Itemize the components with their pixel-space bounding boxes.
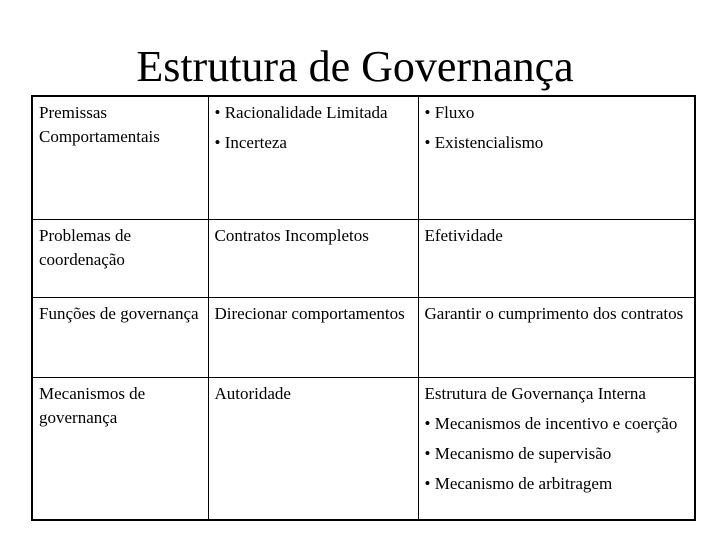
table-cell [208, 219, 418, 297]
row-label: Funções de governança [39, 303, 199, 323]
table-cell [208, 377, 418, 520]
cell-text: • Mecanismos de incentivo e coerção [424, 413, 678, 433]
table-row [32, 219, 695, 297]
cell-text: Direcionar comportamentos [214, 303, 405, 323]
table-cell [418, 377, 695, 520]
cell-text: • Incerteza [214, 133, 287, 152]
cell-text: • Fluxo [424, 103, 475, 122]
table-cell [418, 219, 695, 297]
table-cell [418, 96, 695, 219]
row-label: Mecanismos de governança [39, 383, 146, 427]
table-row [32, 96, 695, 219]
row-label-cell [32, 297, 208, 377]
row-label-cell [32, 219, 208, 297]
governance-table [31, 95, 696, 521]
cell-text: Estrutura de Governança Interna [424, 383, 646, 403]
table-row [32, 297, 695, 377]
cell-text: • Mecanismo de arbitragem [424, 473, 613, 493]
cell-text: • Racionalidade Limitada [214, 103, 388, 122]
cell-text: • Existencialismo [424, 133, 544, 152]
row-label: Premissas Comportamentais [39, 103, 160, 146]
cell-text: Autoridade [214, 383, 291, 403]
row-label: Problemas de coordenação [39, 225, 132, 269]
table-cell [418, 297, 695, 377]
slide-title: Estrutura de Governança [136, 42, 574, 91]
cell-text: Garantir o cumprimento dos contratos [424, 303, 684, 323]
row-label-cell [32, 96, 208, 219]
row-label-cell [32, 377, 208, 520]
cell-text: Contratos Incompletos [214, 225, 369, 245]
cell-text: Efetividade [424, 225, 503, 245]
table-cell [208, 297, 418, 377]
table-row [32, 377, 695, 520]
cell-text: • Mecanismo de supervisão [424, 443, 612, 463]
table-cell [208, 96, 418, 219]
